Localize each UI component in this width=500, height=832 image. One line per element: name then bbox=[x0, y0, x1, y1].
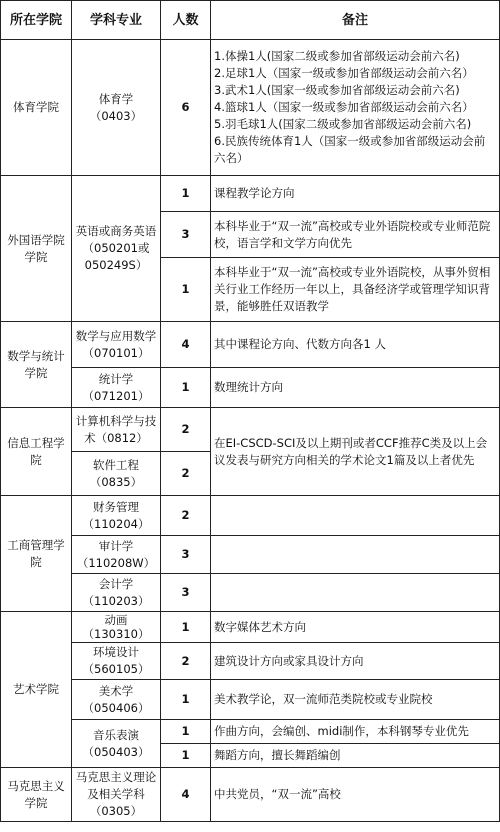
major-cell: 体育学 （0403） bbox=[72, 40, 161, 176]
header-count: 人数 bbox=[161, 1, 211, 40]
table-row bbox=[1, 408, 500, 452]
note-cell: 课程教学论方向 bbox=[211, 176, 500, 212]
major-cell: 计算机科学与技术（0812） bbox=[72, 408, 161, 452]
major-cell: 会计学 （110203） bbox=[72, 574, 161, 612]
count-cell: 1 bbox=[161, 368, 211, 408]
count-cell: 2 bbox=[161, 408, 211, 452]
note-cell: 数理统计方向 bbox=[211, 368, 500, 408]
note-cell: 建筑设计方向或家具设计方向 bbox=[211, 643, 500, 680]
note-cell: 1.体操1人(国家二级或参加省部级运动会前六名) 2.足球1人（国家一级或参加省部级运动会前六名） 3.武术1人(国家一级或参加省部级运动会前六名) 4.篮球1人（国家一级或参加省部级运动会前六名） 5.羽毛球1人(国家二级或参加省部级运动会前六名) 6.民族传统体育1人（国家一级或参加省部级运动会前六名） bbox=[211, 40, 500, 176]
count-cell: 1 bbox=[161, 680, 211, 720]
note-cell: 本科毕业于“双一流”高校或专业外语院校，从事外贸相关行业工作经历一年以上，具备经济学或管理学知识背景，能够胜任双语教学 bbox=[211, 258, 500, 322]
table-row bbox=[1, 536, 500, 574]
note-cell bbox=[211, 536, 500, 574]
table-row bbox=[1, 643, 500, 680]
count-cell: 3 bbox=[161, 212, 211, 258]
note-cell: 在EI-CSCD-SCI及以上期刊或者CCF推荐C类及以上会议发表与研究方向相关的学术论文1篇及以上者优先 bbox=[211, 408, 500, 496]
note-cell: 其中课程论方向、代数方向各1 人 bbox=[211, 322, 500, 368]
header-college: 所在学院 bbox=[1, 1, 72, 40]
major-cell: 数学与应用数学（070101） bbox=[72, 322, 161, 368]
count-cell: 2 bbox=[161, 496, 211, 536]
count-cell: 1 bbox=[161, 612, 211, 643]
college-cell: 数学与统计学院 bbox=[1, 322, 72, 408]
major-cell: 音乐表演 （050403） bbox=[72, 720, 161, 768]
count-cell: 2 bbox=[161, 452, 211, 496]
college-cell: 信息工程学院 bbox=[1, 408, 72, 496]
count-cell: 1 bbox=[161, 720, 211, 744]
table-row bbox=[1, 176, 500, 212]
count-cell: 1 bbox=[161, 176, 211, 212]
college-cell: 工商管理学院 bbox=[1, 496, 72, 612]
college-cell: 外国语学院学院 bbox=[1, 176, 72, 322]
table-row bbox=[1, 368, 500, 408]
header-major: 学科专业 bbox=[72, 1, 161, 40]
note-cell: 作曲方向，会编创、midi制作，本科钢琴专业优先 bbox=[211, 720, 500, 744]
major-cell: 动画 （130310） bbox=[72, 612, 161, 643]
note-cell bbox=[211, 496, 500, 536]
count-cell: 4 bbox=[161, 322, 211, 368]
note-cell: 中共党员，“双一流”高校 bbox=[211, 768, 500, 822]
major-cell: 马克思主义理论及相关学科 （0305） bbox=[72, 768, 161, 822]
note-cell bbox=[211, 574, 500, 612]
table-row bbox=[1, 612, 500, 643]
count-cell: 4 bbox=[161, 768, 211, 822]
major-cell: 审计学 （110208W） bbox=[72, 536, 161, 574]
count-cell: 3 bbox=[161, 574, 211, 612]
header-note: 备注 bbox=[211, 1, 500, 40]
count-cell: 1 bbox=[161, 744, 211, 768]
table-row bbox=[1, 40, 500, 176]
table-row bbox=[1, 720, 500, 744]
major-cell: 财务管理 （110204） bbox=[72, 496, 161, 536]
major-cell: 环境设计 （560105） bbox=[72, 643, 161, 680]
college-cell: 体育学院 bbox=[1, 40, 72, 176]
note-cell: 本科毕业于“双一流”高校或专业外语院校或专业师范院校，语言学和文学方向优先 bbox=[211, 212, 500, 258]
count-cell: 2 bbox=[161, 643, 211, 680]
count-cell: 1 bbox=[161, 258, 211, 322]
table-row bbox=[1, 768, 500, 822]
table-row bbox=[1, 322, 500, 368]
college-cell: 艺术学院 bbox=[1, 612, 72, 768]
count-cell: 3 bbox=[161, 536, 211, 574]
college-cell: 马克思主义学院 bbox=[1, 768, 72, 822]
major-cell: 软件工程 （0835） bbox=[72, 452, 161, 496]
note-cell: 数字媒体艺术方向 bbox=[211, 612, 500, 643]
table-row bbox=[1, 496, 500, 536]
major-cell: 英语或商务英语 （050201或050249S） bbox=[72, 176, 161, 322]
note-cell: 舞蹈方向，擅长舞蹈编创 bbox=[211, 744, 500, 768]
major-cell: 统计学 （071201） bbox=[72, 368, 161, 408]
table-row bbox=[1, 680, 500, 720]
major-cell: 美术学 （050406） bbox=[72, 680, 161, 720]
table-row bbox=[1, 574, 500, 612]
count-cell: 6 bbox=[161, 40, 211, 176]
header-row bbox=[1, 1, 500, 40]
note-cell: 美术教学论，双一流师范类院校或专业院校 bbox=[211, 680, 500, 720]
